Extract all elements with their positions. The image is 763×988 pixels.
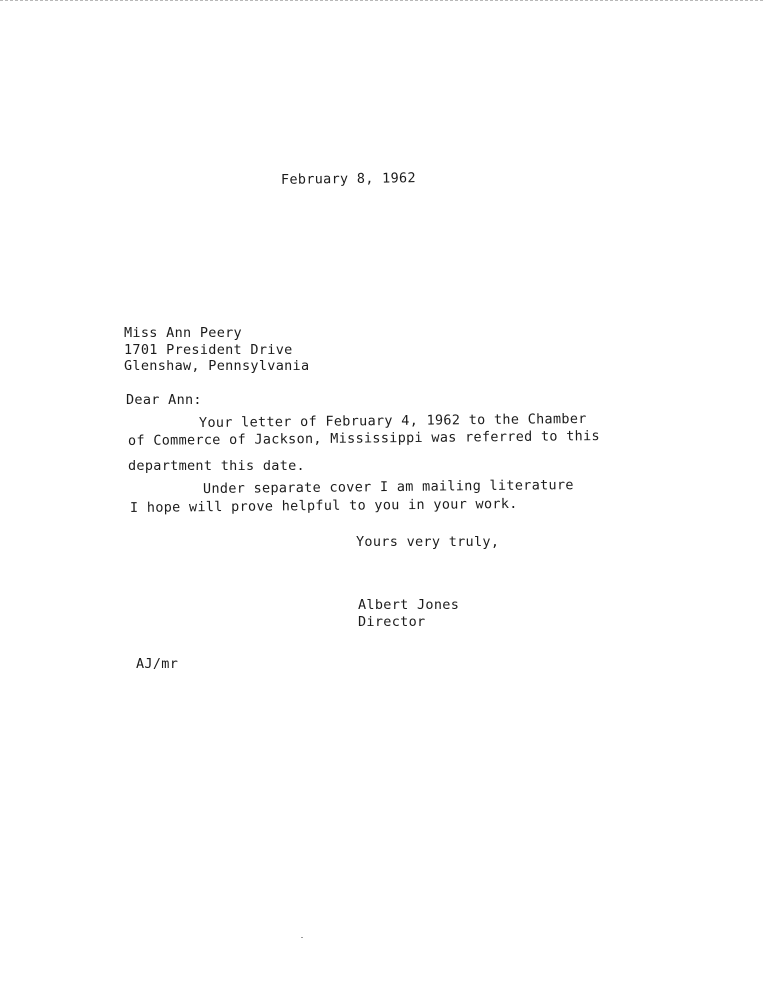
letter-date: February 8, 1962: [280, 170, 416, 188]
paper-speck: [301, 937, 303, 938]
recipient-city: Glenshaw, Pennsylvania: [124, 358, 310, 374]
paragraph-2-line-2: I hope will prove helpful to you in your work.: [129, 495, 518, 516]
recipient-name: Miss Ann Peery: [124, 325, 242, 341]
recipient-street: 1701 President Drive: [124, 342, 293, 358]
signer-name: Albert Jones: [358, 597, 460, 613]
paragraph-2-line-1: Under separate cover I am mailing literature: [202, 477, 574, 497]
reference-initials: AJ/mr: [136, 656, 179, 672]
closing: Yours very truly,: [356, 534, 500, 550]
paragraph-1-line-3: department this date.: [128, 458, 305, 474]
paragraph-1-line-1: Your letter of February 4, 1962 to the Chamber: [198, 410, 587, 431]
salutation: Dear Ann:: [126, 392, 202, 408]
paragraph-1-line-2: of Commerce of Jackson, Mississippi was referred to this: [127, 428, 601, 449]
signer-title: Director: [358, 614, 426, 630]
